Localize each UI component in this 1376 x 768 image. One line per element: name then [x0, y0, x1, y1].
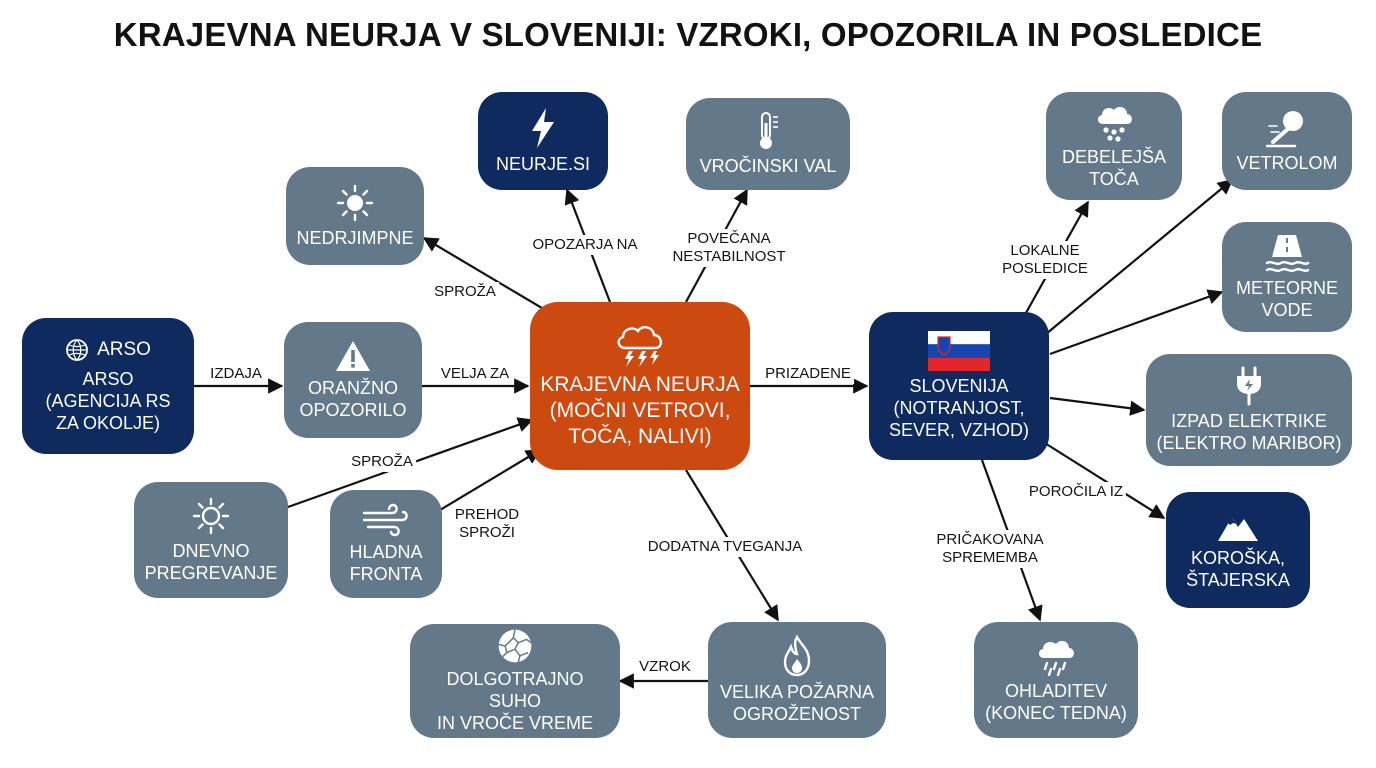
- fallen-tree-icon: [1265, 108, 1309, 148]
- edge-label-pricakovana: PRIČAKOVANA SPREMEMBA: [933, 530, 1046, 568]
- edge-label-porocila: POROČILA IZ: [1026, 482, 1126, 502]
- edge-label-lokalne: LOKALNE POSLEDICE: [999, 241, 1091, 279]
- warning-label: ORANŽNO OPOZORILO: [299, 378, 407, 420]
- thermometer-icon: [753, 111, 783, 151]
- lightning-icon: [528, 107, 558, 149]
- flood-label: METEORNE VODE: [1235, 278, 1338, 320]
- storm-cloud-icon: [613, 322, 667, 368]
- cold-label: HLADNA FRONTA: [349, 542, 423, 584]
- edge-label-dodatna: DODATNA TVEGANJA: [645, 537, 805, 557]
- edge-slovenia-flood: [1050, 292, 1222, 354]
- node-cooling: [974, 622, 1138, 738]
- globe-icon: [65, 338, 89, 362]
- mountain-icon: [1216, 509, 1260, 543]
- slovenia-flag-icon: [928, 331, 990, 371]
- arso-badge: ARSO: [97, 339, 151, 360]
- node-arso: [22, 318, 194, 454]
- unstable-label: NEDRJIMPNE: [296, 228, 414, 248]
- heatwave-label: VROČINSKI VAL: [699, 156, 837, 176]
- node-drought: [410, 624, 620, 738]
- koroska-label: KOROŠKA, ŠTAJERSKA: [1186, 548, 1290, 590]
- node-unstable: [286, 167, 424, 265]
- edge-label-opozarja-na: OPOZARJA NA: [529, 235, 640, 255]
- diagram-title: KRAJEVNA NEURJA V SLOVENIJI: VZROKI, OPOZORILA IN POSLEDICE: [113, 16, 1263, 53]
- edge-slovenia-power: [1050, 398, 1144, 410]
- edge-label-sproza-mid: SPROŽA: [348, 452, 416, 472]
- hail-cloud-icon: [1094, 102, 1134, 142]
- node-hail: [1046, 92, 1182, 200]
- wind-icon: [362, 503, 410, 537]
- edge-label-vzrok: VZROK: [636, 657, 694, 677]
- node-slovenia: [869, 312, 1049, 460]
- edge-label-sproza-top: SPROŽA: [431, 282, 499, 302]
- hail-label: DEBELEJŠA TOČA: [1061, 147, 1167, 189]
- edge-label-velja-za: VELJA ZA: [438, 364, 512, 384]
- edge-cold-storm: [440, 450, 540, 510]
- neurje-label: NEURJE.SI: [495, 154, 591, 174]
- sun-icon: [191, 496, 231, 536]
- node-power: [1146, 354, 1352, 466]
- fire-icon: [779, 635, 815, 677]
- node-heatwave: [686, 98, 850, 190]
- daily-label: DNEVNO PREGREVANJE: [144, 541, 278, 583]
- cooling-label: OHLADITEV (KONEC TEDNA): [985, 681, 1127, 723]
- rain-cloud-icon: [1035, 636, 1077, 676]
- sun-icon: [335, 183, 375, 223]
- storm-label: KRAJEVNA NEURJA (MOČNI VETROVI, TOČA, NALIVI): [540, 373, 740, 448]
- node-cold: [330, 490, 442, 598]
- edge-label-prehod: PREHOD SPROŽI: [452, 505, 522, 543]
- edge-slovenia-koroska: [1040, 440, 1164, 518]
- arso-label: ARSO (AGENCIJA RS ZA OKOLJE): [45, 369, 171, 433]
- node-warning: [284, 322, 422, 438]
- fire-label: VELIKA POŽARNA OGROŽENOST: [719, 682, 875, 724]
- node-fire: [708, 622, 886, 738]
- slovenia-label: SLOVENIJA (NOTRANJOST, SEVER, VZHOD): [888, 376, 1030, 440]
- edge-label-prizadene: PRIZADENE: [762, 364, 854, 384]
- power-plug-icon: [1232, 366, 1266, 406]
- node-windthrow: [1222, 92, 1352, 190]
- cracked-earth-icon: [493, 628, 537, 664]
- node-flood: [1222, 222, 1352, 332]
- windthrow-label: VETROLOM: [1236, 153, 1338, 173]
- drought-label: DOLGOTRAJNO SUHO IN VROČE VREME: [436, 669, 594, 733]
- power-label: IZPAD ELEKTRIKE (ELEKTRO MARIBOR): [1156, 411, 1342, 453]
- edge-label-povecana: POVEČANA NESTABILNOST: [669, 229, 788, 267]
- node-storm: [530, 302, 750, 470]
- edge-label-izdaja: IZDAJA: [207, 364, 265, 384]
- warning-triangle-icon: [334, 339, 372, 373]
- node-neurje: [478, 92, 608, 190]
- flooded-road-icon: [1264, 233, 1310, 273]
- node-daily: [134, 482, 288, 598]
- node-koroska: [1166, 492, 1310, 608]
